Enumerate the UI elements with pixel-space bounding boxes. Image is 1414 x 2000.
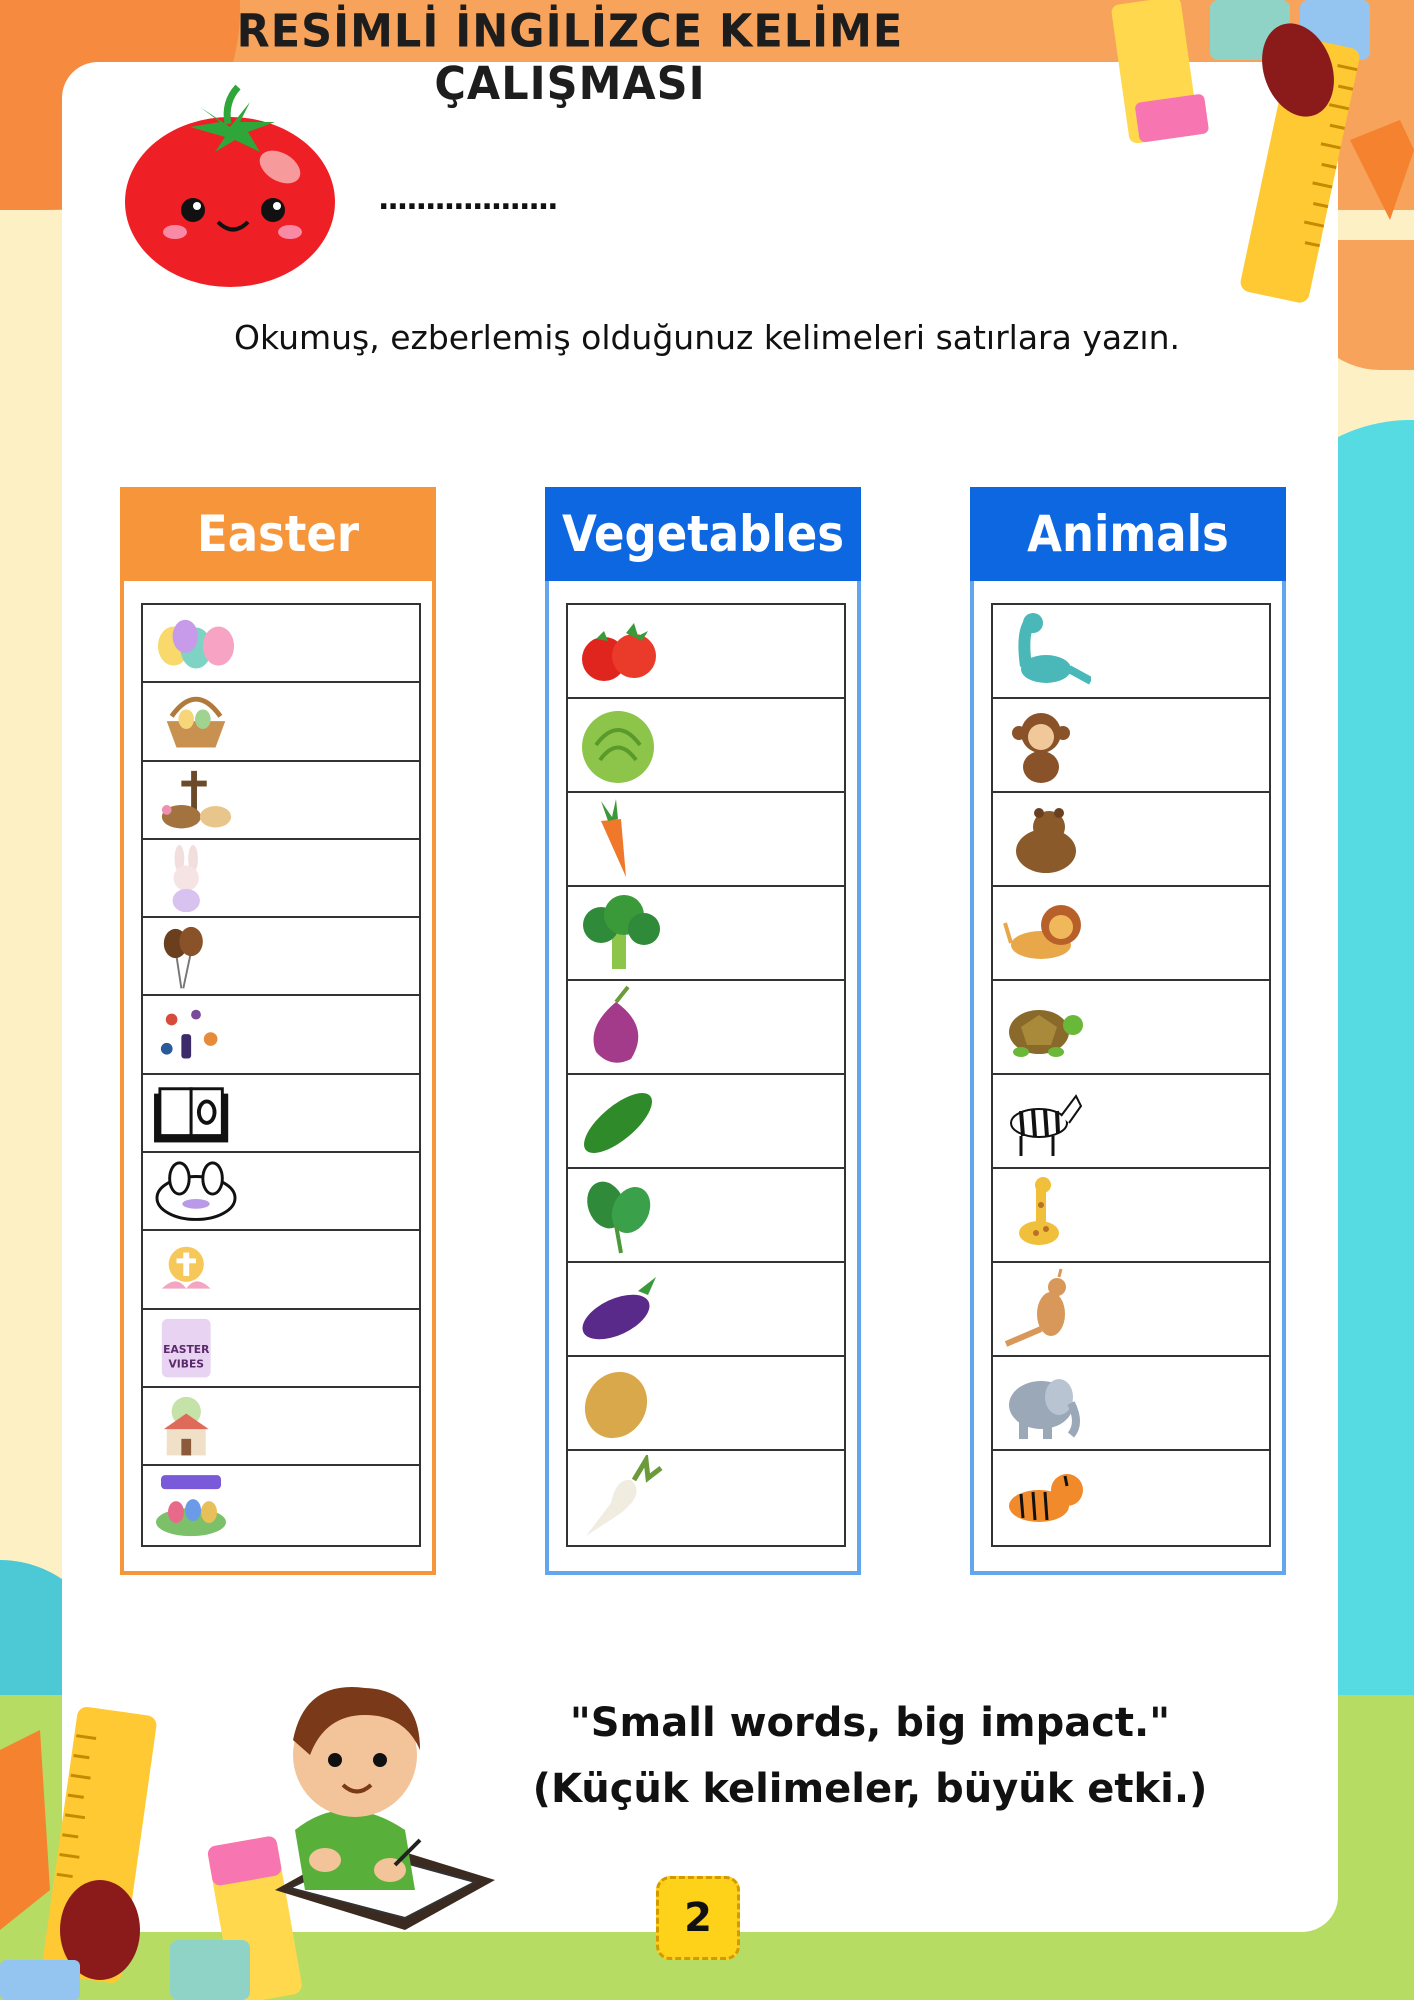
word-row[interactable] xyxy=(143,1466,419,1544)
quote-turkish: (Küçük kelimeler, büyük etki.) xyxy=(532,1766,1208,1812)
word-row[interactable] xyxy=(993,887,1269,981)
word-row[interactable] xyxy=(568,1169,844,1263)
name-blank-line[interactable]: ................... xyxy=(378,182,557,217)
easter-column xyxy=(120,487,436,1575)
word-row[interactable] xyxy=(993,981,1269,1075)
word-row[interactable] xyxy=(993,1075,1269,1169)
word-row[interactable] xyxy=(568,699,844,793)
lion-icon xyxy=(1001,891,1091,975)
word-row[interactable] xyxy=(993,1169,1269,1263)
word-row[interactable] xyxy=(143,1075,419,1153)
word-row[interactable] xyxy=(568,1451,844,1545)
instruction-text: Okumuş, ezberlemiş olduğunuz kelimeleri satırlara yazın. xyxy=(234,318,1180,357)
word-row[interactable] xyxy=(568,981,844,1075)
zebra-icon xyxy=(1001,1079,1091,1163)
motto-quote xyxy=(520,1690,1220,1822)
easter-parade-icon xyxy=(151,1470,241,1540)
boy-writing-icon xyxy=(215,1660,505,1930)
candies-icon xyxy=(151,1000,241,1068)
quote-english: "Small words, big impact." xyxy=(569,1700,1171,1746)
word-row[interactable] xyxy=(143,683,419,761)
word-row[interactable] xyxy=(143,1231,419,1309)
dinosaur-icon xyxy=(1001,609,1091,693)
svg-text:VIBES: VIBES xyxy=(168,1357,204,1371)
radish-icon xyxy=(576,1455,666,1541)
monkey-icon xyxy=(1001,703,1091,787)
vegetables-column xyxy=(545,487,861,1575)
word-row[interactable] xyxy=(568,1357,844,1451)
spinach-icon xyxy=(576,1173,666,1257)
carrot-icon xyxy=(576,797,666,881)
kangaroo-icon xyxy=(1001,1267,1091,1351)
onion-icon xyxy=(576,985,666,1069)
animals-column-header: Animals xyxy=(970,487,1286,581)
word-row[interactable] xyxy=(143,918,419,996)
chocolate-egg-pops-icon xyxy=(151,922,241,990)
church-icon xyxy=(151,1392,241,1460)
broccoli-icon xyxy=(576,891,666,975)
bunny-ears-icon xyxy=(151,1157,241,1225)
eggplant-icon xyxy=(576,1267,666,1351)
nativity-cross-icon xyxy=(151,766,241,834)
easter-eggs-icon xyxy=(151,609,241,677)
vegetables-word-list xyxy=(566,603,846,1547)
word-row[interactable] xyxy=(568,1075,844,1169)
cabbage-icon xyxy=(576,703,666,787)
animals-column xyxy=(970,487,1286,1575)
word-row[interactable] xyxy=(143,1388,419,1466)
word-row[interactable] xyxy=(993,605,1269,699)
stationery-decoration-icon xyxy=(1100,0,1414,320)
tomato-mascot-icon xyxy=(120,82,340,292)
turtle-icon xyxy=(1001,985,1091,1069)
elephant-icon xyxy=(1001,1361,1091,1445)
word-row[interactable] xyxy=(143,605,419,683)
word-row[interactable] xyxy=(568,1263,844,1357)
word-row[interactable] xyxy=(993,793,1269,887)
easter-basket-icon xyxy=(151,687,241,755)
word-row[interactable] xyxy=(993,1263,1269,1357)
page-number: 2 xyxy=(656,1876,740,1960)
vegetables-column-header: Vegetables xyxy=(545,487,861,581)
potato-icon xyxy=(576,1361,666,1445)
word-row[interactable] xyxy=(568,887,844,981)
svg-text:EASTER: EASTER xyxy=(163,1342,210,1356)
bear-icon xyxy=(1001,797,1091,881)
animals-word-list xyxy=(991,603,1271,1547)
word-row[interactable] xyxy=(993,1357,1269,1451)
bunny-icon xyxy=(151,844,241,912)
tiger-icon xyxy=(1001,1455,1091,1541)
word-row[interactable] xyxy=(993,1451,1269,1545)
word-row[interactable] xyxy=(143,996,419,1074)
word-row[interactable] xyxy=(993,699,1269,793)
word-row[interactable] xyxy=(143,1310,419,1388)
easter-column-header: Easter xyxy=(120,487,436,581)
word-row[interactable] xyxy=(143,840,419,918)
page-title: RESİMLİ İNGİLİZCE KELİME ÇALIŞMASI xyxy=(236,5,904,111)
tomato-icon xyxy=(576,609,666,693)
word-row[interactable] xyxy=(568,793,844,887)
easter-word-list xyxy=(141,603,421,1547)
sunrise-cross-icon xyxy=(151,1235,241,1303)
easter-vibes-icon xyxy=(151,1314,241,1382)
giraffe-icon xyxy=(1001,1173,1091,1257)
word-row[interactable] xyxy=(143,762,419,840)
word-row[interactable] xyxy=(143,1153,419,1231)
word-row[interactable] xyxy=(568,605,844,699)
egg-book-icon xyxy=(151,1079,241,1147)
cucumber-icon xyxy=(576,1079,666,1163)
